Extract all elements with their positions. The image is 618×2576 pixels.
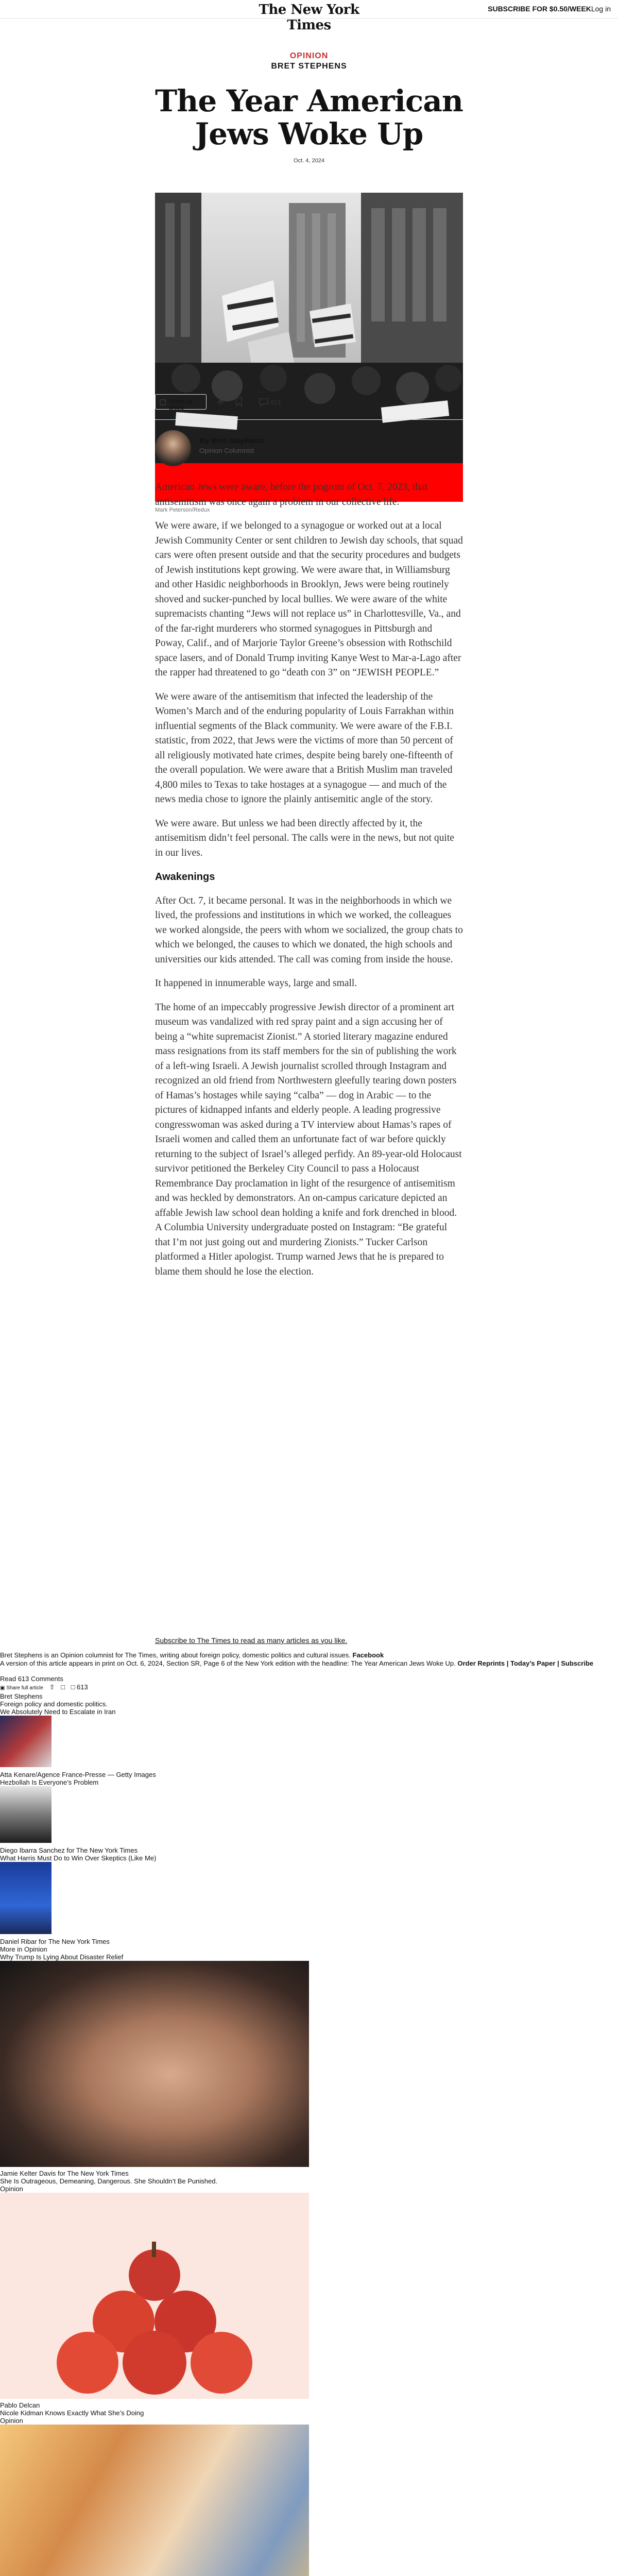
footer-toolbar: [0, 1683, 154, 1690]
subscribe-prompt[interactable]: [155, 1636, 347, 1645]
comment-count: 613: [270, 399, 281, 406]
bookmark-icon-small[interactable]: □: [61, 1683, 65, 1691]
top-bar: [0, 0, 618, 33]
more-item-label: Opinion: [0, 2417, 23, 2425]
hero-photo: [155, 193, 463, 463]
more-item-credit: Diego Ibarra Sanchez for The New York Times: [0, 1846, 138, 1854]
share-icon[interactable]: [213, 394, 228, 410]
share-icon-small[interactable]: ⇧: [49, 1683, 55, 1691]
more-item-title[interactable]: Nicole Kidman Knows Exactly What She’s Doing: [0, 2409, 144, 2417]
hero-credit: Mark Peterson/Redux: [155, 507, 210, 513]
bookmark-icon[interactable]: [231, 394, 247, 410]
apples-illustration: [0, 2193, 309, 2399]
paragraph: We were aware, if we belonged to a synagogue or worked out at a local Jewish Community Center or sent children to Jewish day schools, that squad cars were often present outside and that the security procedures and budgets of Jewish institutions kept growing. We were aware that, in Williamsburg and other Hasidic neighborhoods in Brooklyn, Jews were being routinely shoved and sucker-punched by local bullies. We were aware of the white supremacists chanting “Jews will not replace us” in Charlottesville, Va., and of the far-right murderers who stormed synagogues in Pittsburgh and Poway, Calif., and of Marjorie Taylor Greene’s obsession with Rothschild space lasers, and of Donald Trump inviting Kanye West to Mar-a-Lago after the rapper had threatened to go “death con 3” on “JEWISH PEOPLE.”: [155, 520, 463, 678]
paragraph: We were aware. But unless we had been directly affected by it, the antisemitism didn’t feel personal. The calls were in the news, but not quite in our lives.: [155, 818, 454, 858]
author-name-footer[interactable]: Bret Stephens: [0, 1692, 43, 1700]
more-item-image[interactable]: [0, 1786, 52, 1843]
author-title: Opinion Columnist: [199, 447, 254, 454]
more-item-title[interactable]: What Harris Must Do to Win Over Skeptics (Like Me): [0, 1854, 157, 1862]
author-avatar[interactable]: [155, 430, 191, 466]
more-item-title[interactable]: We Absolutely Need to Escalate in Iran: [0, 1708, 116, 1716]
paragraph: The home of an impeccably progressive Jewish director of a prominent art museum was vandalized with red spray paint and a sign accusing her of being a “white supremacist Zionist.” A storied literary magazine endured mass resignations from its staff members for the sin of publishing the work of a left-wing Israeli. A Jewish journalist scrolled through Instagram and recognized an old friend from Northwestern gleefully tearing down posters of Hamas’s hostages while saying “calba” — dog in Arabic — to the pictures of kidnapped infants and elderly people. A leading progressive congresswoman was asked during a TV interview about Hamas’s rapes of Israeli women and called them an unfortunate fact of war before quickly returning to the subject of Israel’s alleged perfidy. An 89-year-old Holocaust survivor petitioned the Berkeley City Council to pass a Holocaust Remembrance Day proclamation in light of the resurgence of antisemitism and was heckled by demonstrators. An on-campus caricature depicted an affable Jewish law school dean holding a knife and fork drenched in blood. A Columbia University undergraduate posted on Instagram: “Be grateful that I’m not just going out and murdering Zionists.” Tucker Carlson platformed a Hitler apologist. Trump warned Jews that he is prepared to blame them should he lose the election.: [155, 1002, 462, 1277]
share-full-article-small[interactable]: ▣ Share full article: [0, 1685, 43, 1691]
author-desc-footer: Foreign policy and domestic politics.: [0, 1700, 108, 1708]
print-note: [0, 1659, 618, 1667]
article: [155, 52, 463, 1277]
more-item-credit: Jamie Kelter Davis for The New York Times: [0, 2170, 129, 2177]
hero-photo-art: [155, 193, 463, 463]
more-item-label: Opinion: [0, 2185, 23, 2193]
author-name[interactable]: [199, 436, 264, 445]
paragraph: It happened in innumerable ways, large and small.: [155, 978, 357, 989]
author-bio: Bret Stephens is an Opinion columnist for The Times, writing about foreign policy, domestic politics and cultural issues.: [0, 1651, 351, 1659]
header-actions: [488, 5, 611, 13]
paragraph: American Jews were aware, before the pogrom of Oct. 7, 2023, that antisemitism was once again a problem in our collective life.: [155, 482, 428, 507]
reprints-links[interactable]: Order Reprints | Today’s Paper | Subscribe: [457, 1659, 594, 1667]
more-item-title[interactable]: Why Trump Is Lying About Disaster Relief: [0, 1953, 124, 1961]
more-item-title[interactable]: Hezbollah Is Everyone’s Problem: [0, 1778, 99, 1786]
article-toolbar: [155, 394, 463, 410]
nyt-logo[interactable]: The New York Times: [259, 2, 359, 33]
comment-count-small: 613: [77, 1683, 88, 1691]
section-heading: Awakenings: [155, 871, 215, 883]
divider: [155, 419, 463, 420]
more-item-credit: Atta Kenare/Agence France-Presse — Getty Images: [0, 1771, 156, 1778]
more-item-credit: Daniel Ribar for The New York Times: [0, 1938, 110, 1945]
paragraph: We were aware of the antisemitism that infected the leadership of the Women’s March and of the enduring popularity of Louis Farrakhan within influential segments of the Black community. We were aware of the F.B.I. statistic, from 2022, that Jews were the victims of more than 50 percent of all religiously motivated hate crimes, despite being barely one-fifteenth of the overall population. We were aware that a British Muslim man traveled 4,800 miles to Texas to take hostages at a synagogue — and much of the news media chose to ignore the plainly antisemitic angle of the story.: [155, 691, 454, 805]
subscribe-prompt-link[interactable]: Subscribe to The Times to read as many articles as you like.: [155, 1636, 348, 1645]
share-full-article-button[interactable]: [155, 394, 207, 410]
more-heading: More in Opinion: [0, 1945, 47, 1953]
subscribe-link[interactable]: SUBSCRIBE FOR $0.50/WEEK: [488, 5, 591, 13]
gift-icon: [160, 399, 166, 405]
byline: [155, 430, 463, 461]
bio-block: [0, 1651, 618, 1659]
more-item-image[interactable]: [0, 2425, 309, 2576]
more-item-image[interactable]: [0, 2193, 309, 2399]
read-comments-link[interactable]: Read 613 Comments: [0, 1675, 63, 1683]
author-link[interactable]: By Bret Stephens: [199, 436, 264, 445]
comments-icon-small[interactable]: □ 613: [71, 1683, 88, 1691]
more-item-image[interactable]: [0, 1961, 309, 2167]
more-item-image[interactable]: [0, 1862, 52, 1934]
opinion-kicker[interactable]: OPINION: [289, 52, 329, 60]
more-item-credit: Pablo Delcan: [0, 2401, 40, 2409]
article-body: [155, 480, 463, 1289]
comments-button[interactable]: [252, 394, 288, 410]
more-item-image[interactable]: [0, 1716, 52, 1767]
login-link[interactable]: Log in: [591, 5, 611, 13]
paragraph: After Oct. 7, it became personal. It was in the neighborhoods in which we lived, the professions and institutions in which we worked, the colleagues we worked alongside, the peers with whom we socialized, the group chats to which we belonged, the causes to which we donated, the high schools and universities our kids attended. The call was coming from inside the house.: [155, 895, 463, 965]
author-kicker[interactable]: BRET STEPHENS: [271, 62, 347, 71]
more-item-title[interactable]: She Is Outrageous, Demeaning, Dangerous. She Shouldn’t Be Punished.: [0, 2177, 218, 2185]
share-label-small: Share full article: [6, 1685, 43, 1691]
article-headline: The Year American Jews Woke Up: [155, 83, 463, 151]
facebook-link[interactable]: Facebook: [352, 1651, 384, 1659]
share-label: Share full article: [169, 399, 193, 411]
article-date: Oct. 4, 2024: [294, 158, 324, 164]
print-note-text: A version of this article appears in print on Oct. 6, 2024, Section SR, Page 6 of the New York edition with the headline: The Year American Jews Woke Up.: [0, 1659, 456, 1667]
